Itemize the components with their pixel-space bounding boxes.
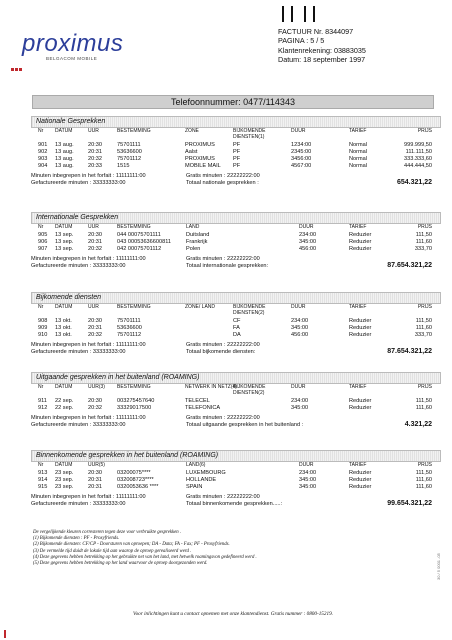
column-header: Nr <box>38 384 44 390</box>
column-header: TARIEF <box>349 462 367 468</box>
column-header: DUUR <box>291 304 306 310</box>
customer-service-footer: Voor inlichtingen kunt u contact opnemen met onze klantendienst. Gratis nummer : 0800-15219. <box>133 611 333 617</box>
table-cell: PF <box>233 149 241 155</box>
column-header: TARIEF <box>349 224 367 230</box>
included-minutes: Minuten inbegrepen in het forfait : 11111111:00 <box>31 256 146 262</box>
section-total: 654.321,22 <box>396 179 432 186</box>
table-cell: 903 <box>38 156 48 162</box>
section-header <box>31 292 441 304</box>
free-minutes: Gratis minuten : 22222222:00 <box>186 494 260 500</box>
table-cell: 20:31 <box>88 484 102 490</box>
table-cell: LUXEMBOURG <box>186 470 226 476</box>
column-header: DUUR <box>291 128 306 134</box>
column-header: TARIEF <box>349 128 367 134</box>
table-cell: 23 sep. <box>55 484 74 490</box>
table-cell: MOBILE MAIL <box>185 163 221 169</box>
column-header: BIJKOMENDE DIENSTEN(1) <box>233 128 266 140</box>
table-cell: 905 <box>38 232 48 238</box>
billed-minutes: Gefactureerde minuten : 33333333:00 <box>31 501 126 507</box>
table-cell: Polen <box>186 246 201 252</box>
table-cell: 999.999,50 <box>404 142 432 148</box>
table-cell: 75701111 <box>117 318 141 324</box>
brand-logo: proximus <box>22 30 124 57</box>
table-cell: 345:00 <box>299 477 317 483</box>
table-cell: 3456:00 <box>291 156 312 162</box>
column-header: BESTEMMING <box>117 224 151 230</box>
column-header: Nr <box>38 224 44 230</box>
table-cell: 13 aug. <box>55 142 74 148</box>
section-title: Uitgaande gesprekken in het buitenland (ROAMING) <box>36 374 200 381</box>
column-header: PRIJS <box>417 304 432 310</box>
column-header: DUUR <box>299 462 314 468</box>
table-cell: SPAIN <box>186 484 203 490</box>
table-cell: 909 <box>38 325 48 331</box>
table-cell: 906 <box>38 239 48 245</box>
table-cell: 03200075**** <box>117 470 151 476</box>
column-header: ZONE <box>185 128 199 134</box>
column-header: LAND(6) <box>186 462 206 468</box>
table-cell: 901 <box>38 142 48 148</box>
table-cell: 13 sep. <box>55 232 74 238</box>
side-code: 30 / 5 0001 -05 <box>436 553 441 580</box>
table-cell: 044 00075701111 <box>117 232 161 238</box>
table-cell: 20:32 <box>88 332 102 338</box>
table-cell: 234:00 <box>291 318 309 324</box>
column-header: TARIEF <box>349 384 367 390</box>
table-cell: 53636600 <box>117 149 142 155</box>
footnote: (3) De vermelde tijd duidt de lokale tijd aan waarop de oproep gerealiseerd werd . <box>33 548 192 554</box>
red-mark <box>4 630 6 638</box>
column-header: BESTEMMING <box>117 384 151 390</box>
table-cell: 111,50 <box>415 470 432 476</box>
table-cell: Reduzier <box>349 318 372 324</box>
table-cell: 910 <box>38 332 48 338</box>
table-cell: FA <box>233 325 240 331</box>
table-cell: Aalst <box>185 149 198 155</box>
table-cell: 22 sep. <box>55 398 74 404</box>
column-header: Nr <box>38 462 44 468</box>
billed-minutes: Gefactureerde minuten : 33333333:00 <box>31 349 126 355</box>
table-cell: 2345:00 <box>291 149 312 155</box>
column-header: PRIJS <box>417 128 432 134</box>
table-cell: 456:00 <box>299 246 317 252</box>
table-cell: 20:31 <box>88 477 102 483</box>
table-cell: 111,50 <box>415 232 432 238</box>
table-cell: Normal <box>349 156 368 162</box>
included-minutes: Minuten inbegrepen in het forfait : 11111111:00 <box>31 494 146 500</box>
table-cell: 13 aug. <box>55 149 74 155</box>
table-cell: 75701111 <box>117 142 141 148</box>
table-cell: 13 sep. <box>55 246 74 252</box>
section-total-label: Totaal internationale gesprekken: <box>186 263 269 269</box>
phone-number-title: Telefoonnummer: 0477/114343 <box>32 95 434 109</box>
table-cell: Reduzier <box>349 484 372 490</box>
table-cell: 345:00 <box>299 239 317 245</box>
column-header: BESTEMMING <box>117 128 151 134</box>
table-cell: CF <box>233 318 241 324</box>
table-cell: 53636600 <box>117 325 142 331</box>
table-cell: 23 sep. <box>55 477 74 483</box>
column-header: DATUM <box>55 384 73 390</box>
table-cell: 75701112 <box>117 332 142 338</box>
column-header: DATUM <box>55 304 73 310</box>
table-cell: 915 <box>38 484 48 490</box>
free-minutes: Gratis minuten : 22222222:00 <box>186 342 260 348</box>
table-cell: 20:30 <box>88 318 102 324</box>
column-header: DATUM <box>55 128 73 134</box>
table-cell: 902 <box>38 149 48 155</box>
free-minutes: Gratis minuten : 22222222:00 <box>186 256 260 262</box>
section-title: Bijkomende diensten <box>36 294 101 301</box>
table-cell: 345:00 <box>291 325 309 331</box>
table-cell: 111,60 <box>415 239 432 245</box>
included-minutes: Minuten inbegrepen in het forfait : 11111111:00 <box>31 415 146 421</box>
footnote: (5) Deze gegevens hebben betrekking op het land waarvoor de oproep doorgezonden werd. <box>33 561 208 567</box>
section-total: 87.654.321,22 <box>387 348 432 355</box>
invoice-header <box>278 27 366 65</box>
table-cell: PROXIMUS <box>185 142 215 148</box>
table-cell: 20:31 <box>88 239 102 245</box>
table-cell: 234:00 <box>291 398 309 404</box>
table-cell: 20:30 <box>88 398 102 404</box>
column-header: TARIEF <box>349 304 367 310</box>
section-total-label: Totaal nationale gesprekken : <box>186 180 259 186</box>
table-cell: 13 aug. <box>55 156 74 162</box>
table-cell: Reduzier <box>349 477 372 483</box>
table-cell: 20:30 <box>88 470 102 476</box>
footnote: De vergelijkende kleuren corresteren tegen deze voor verbruikte gesprekken . <box>33 530 182 535</box>
table-cell: 0320053636 **** <box>117 484 159 490</box>
table-cell: 111,50 <box>415 398 432 404</box>
brand-dots <box>11 58 25 61</box>
billed-minutes: Gefactureerde minuten : 33333333:00 <box>31 263 126 269</box>
column-header: PRIJS <box>417 384 432 390</box>
column-header: UUR(5) <box>88 462 105 468</box>
column-header: DUUR <box>291 384 306 390</box>
table-cell: 912 <box>38 405 48 411</box>
table-cell: Duitsland <box>186 232 210 238</box>
column-header: ZONE/ LAND <box>185 304 216 310</box>
table-cell: Normal <box>349 142 368 148</box>
table-cell: 1234:00 <box>291 142 312 148</box>
table-cell: 20:32 <box>88 246 102 252</box>
page-number: PAGINA : 5 / 5 <box>278 36 325 46</box>
column-header: BESTEMMING <box>117 304 151 310</box>
section-title: Internationale Gesprekken <box>36 214 119 221</box>
table-cell: 042 00075701112 <box>117 246 162 252</box>
table-cell: 234:00 <box>299 232 317 238</box>
section-total-label: Totaal bijkomende diensten: <box>186 349 256 355</box>
table-cell: HOLLANDE <box>186 477 217 483</box>
column-header: Nr <box>38 304 44 310</box>
billed-minutes: Gefactureerde minuten : 33333333:00 <box>31 180 126 186</box>
table-cell: Reduzier <box>349 332 372 338</box>
table-cell: 75701112 <box>117 156 142 162</box>
footnote: (2) Bijkomende diensten: CF/CP - Doorsturen van oproepen; DA - Data; FA - Fax; PF - Proxyfriends. <box>33 542 230 548</box>
column-header: BIJKOMENDE DIENSTEN(2) <box>233 304 266 316</box>
column-header: BIJKOMENDE DIENSTEN(2) <box>233 384 266 396</box>
table-cell: 33329017500 <box>117 405 152 411</box>
table-cell: 111.111,50 <box>405 149 432 155</box>
table-cell: Reduzier <box>349 325 372 331</box>
table-cell: 13 okt. <box>55 325 72 331</box>
section-header <box>31 212 441 224</box>
table-cell: 111,60 <box>415 477 432 483</box>
column-header: DATUM <box>55 462 73 468</box>
table-cell: 444.444,50 <box>404 163 432 169</box>
section-total: 87.654.321,22 <box>387 262 432 269</box>
table-cell: 913 <box>38 470 48 476</box>
free-minutes: Gratis minuten : 22222222:00 <box>186 415 260 421</box>
table-cell: 908 <box>38 318 48 324</box>
footnote: (1) Bijkomende diensten : PF - Proxyfriends. <box>33 536 120 542</box>
column-header: PRIJS <box>417 462 432 468</box>
table-cell: 20:33 <box>88 163 102 169</box>
table-cell: Reduzier <box>349 246 372 252</box>
section-total: 4.321,22 <box>404 421 432 428</box>
customer-account: Klantenrekening: 03883035 <box>278 45 366 55</box>
table-cell: 13 okt. <box>55 332 72 338</box>
billed-minutes: Gefactureerde minuten : 33333333:00 <box>31 422 126 428</box>
table-cell: Reduzier <box>349 239 372 245</box>
table-cell: 234:00 <box>299 470 317 476</box>
section-title: Nationale Gesprekken <box>36 118 106 125</box>
table-cell: 4567:00 <box>291 163 312 169</box>
column-header: UUR <box>88 224 99 230</box>
section-header <box>31 450 441 462</box>
table-cell: Frankrijk <box>186 239 208 245</box>
table-cell: PF <box>233 163 241 169</box>
table-cell: 003275457640 <box>117 398 155 404</box>
table-cell: TELECEL <box>185 398 210 404</box>
invoice-date: Datum: 18 september 1997 <box>278 55 366 65</box>
invoice-number: FACTUUR Nr. 8344097 <box>278 27 354 36</box>
table-cell: 914 <box>38 477 48 483</box>
section-total-label: Totaal binnenkomende gesprekken.....: <box>186 501 283 507</box>
included-minutes: Minuten inbegrepen in het forfait : 11111111:00 <box>31 173 146 179</box>
table-cell: 20:31 <box>88 325 102 331</box>
table-cell: 13 okt. <box>55 318 72 324</box>
table-cell: 111,50 <box>415 318 432 324</box>
section-header <box>31 116 441 128</box>
table-cell: PROXIMUS <box>185 156 215 162</box>
column-header: LAND <box>186 224 200 230</box>
table-cell: 345:00 <box>291 405 309 411</box>
column-header: NETWERK IN NETZ(4) <box>185 384 237 390</box>
table-cell: 345:00 <box>299 484 317 490</box>
section-total-label: Totaal uitgaande gesprekken in het buitenland : <box>186 422 304 428</box>
table-cell: 20:32 <box>88 156 102 162</box>
section-total: 99.654.321,22 <box>387 500 432 507</box>
table-cell: 904 <box>38 163 48 169</box>
table-cell: Reduzier <box>349 232 372 238</box>
table-cell: Reduzier <box>349 470 372 476</box>
column-header: UUR <box>88 128 99 134</box>
footnotes <box>33 530 433 567</box>
table-cell: 22 sep. <box>55 405 74 411</box>
table-cell: 111,60 <box>415 325 432 331</box>
table-cell: 13 sep. <box>55 239 74 245</box>
column-header: UUR <box>88 304 99 310</box>
table-cell: 333,70 <box>414 246 432 252</box>
table-cell: 111,60 <box>415 405 432 411</box>
table-cell: PF <box>233 142 241 148</box>
column-header: Nr <box>38 128 44 134</box>
table-cell: 333,70 <box>414 332 432 338</box>
table-cell: 907 <box>38 246 48 252</box>
table-cell: Normal <box>349 163 368 169</box>
table-cell: 20:30 <box>88 142 102 148</box>
table-cell: Reduzier <box>349 398 372 404</box>
table-cell: 032008723**** <box>117 477 154 483</box>
table-cell: DA <box>233 332 241 338</box>
footnote: (4) Deze gegevens hebben betrekking op het gebruikte net van het land, met hetwelk roamingsvon gedefineerd werd . <box>33 554 257 560</box>
table-cell: 911 <box>38 398 47 404</box>
column-header: DUUR <box>299 224 314 230</box>
table-cell: 1515 <box>117 163 130 169</box>
table-cell: Reduzier <box>349 405 372 411</box>
table-cell: 043 00053636600811 <box>117 239 172 245</box>
column-header: DATUM <box>55 224 73 230</box>
section-title: Binnenkomende gesprekken in het buitenland (ROAMING) <box>36 452 219 459</box>
table-cell: PF <box>233 156 241 162</box>
column-header: UUR(3) <box>88 384 105 390</box>
section-header <box>31 372 441 384</box>
table-cell: 23 sep. <box>55 470 74 476</box>
table-cell: Normal <box>349 149 368 155</box>
table-cell: TELEFONICA <box>185 405 221 411</box>
table-cell: 13 aug. <box>55 163 74 169</box>
brand-subtitle: BELGACOM MOBILE <box>46 56 98 61</box>
table-cell: 20:32 <box>88 405 102 411</box>
table-cell: 20:31 <box>88 149 102 155</box>
table-cell: 333.333,60 <box>404 156 432 162</box>
table-cell: 456:00 <box>291 332 309 338</box>
table-cell: 20:30 <box>88 232 102 238</box>
free-minutes: Gratis minuten : 22222222:00 <box>186 173 260 179</box>
table-cell: 111,60 <box>415 484 432 490</box>
column-header: PRIJS <box>417 224 432 230</box>
included-minutes: Minuten inbegrepen in het forfait : 11111111:00 <box>31 342 146 348</box>
